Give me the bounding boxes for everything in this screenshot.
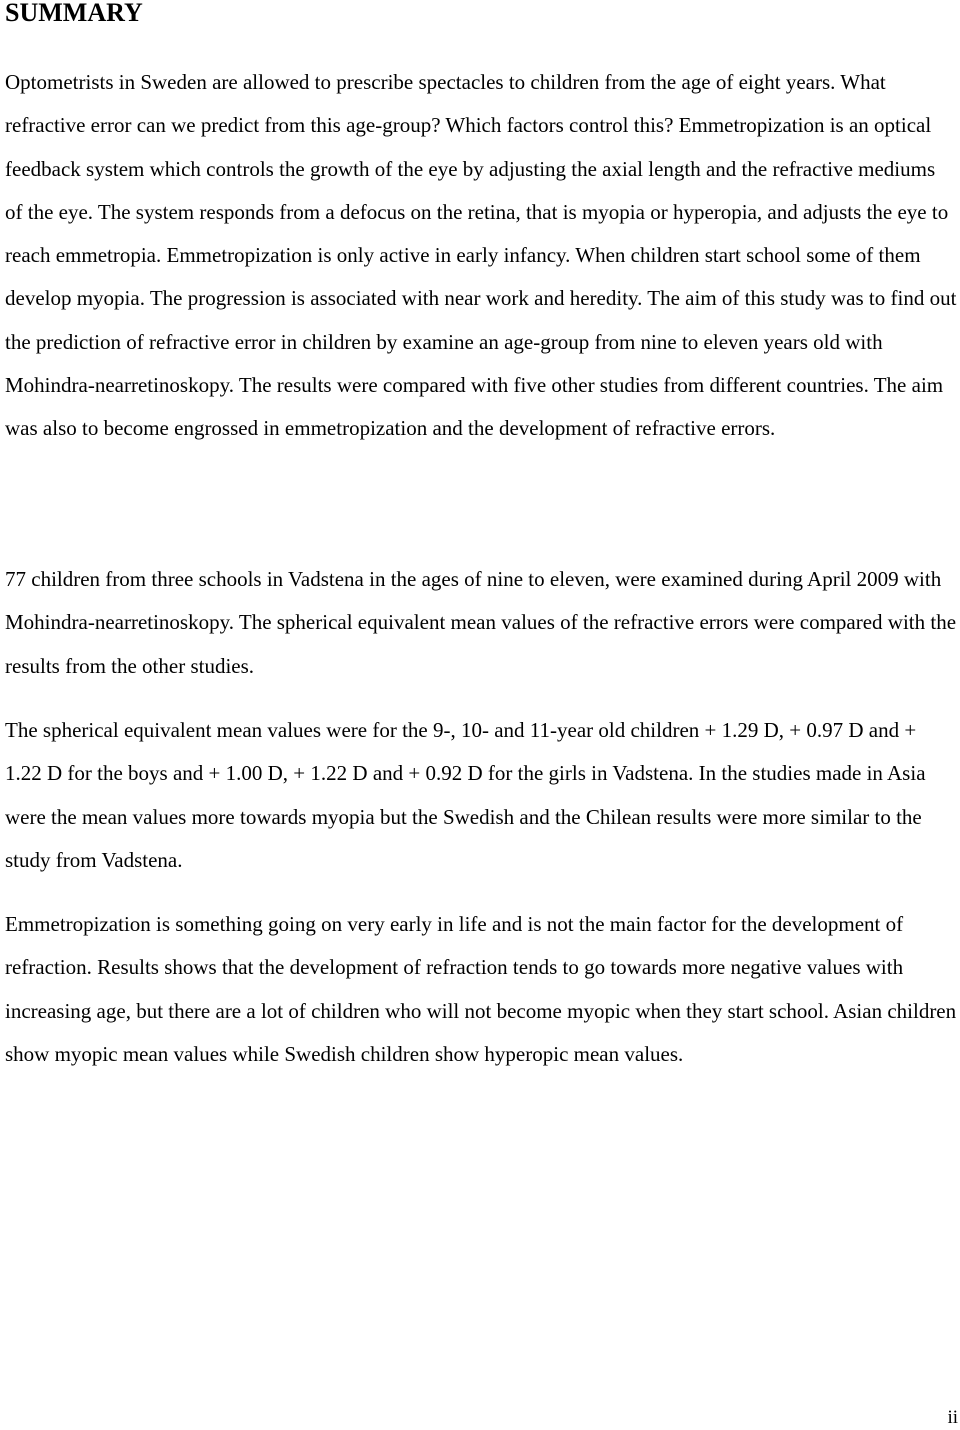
summary-paragraph-2: 77 children from three schools in Vadstena in the ages of nine to eleven, were examined during April 2009 with Mohindra-nearretinoskopy. The spherical equivalent mean values of the refractive errors were compared with the results from the other studies. [5, 567, 957, 678]
summary-paragraph-3: The spherical equivalent mean values were for the 9-, 10- and 11-year old children + 1.29 D, + 0.97 D and + 1.22 D for the boys and + 1.00 D, + 1.22 D and + 0.92 D for the girls in Vadstena. In the studies made in Asia were the mean values more towards myopia but the Swedish and the Chilean results were more similar to the study from Vadstena. [5, 718, 926, 872]
summary-paragraph-4: Emmetropization is something going on very early in life and is not the main factor for the development of refraction. Results shows that the development of refraction tends to go towards more negative values with increasing age, but there are a lot of children who will not become myopic when they start school. Asian children show myopic mean values while Swedish children show hyperopic mean values. [5, 912, 957, 1066]
section-heading: SUMMARY [5, 0, 143, 27]
page-number: ii [947, 1407, 958, 1428]
summary-paragraph-1: Optometrists in Sweden are allowed to prescribe spectacles to children from the age of eight years. What refractive error can we predict from this age-group? Which factors control this? Emmetropization is an optical feedback system which controls the growth of the eye by adjusting the axial length and the refractive mediums of the eye. The system responds from a defocus on the retina, that is myopia or hyperopia, and adjusts the eye to reach emmetropia. Emmetropization is only active in early infancy. When children start school some of them develop myopia. The progression is associated with near work and heredity. The aim of this study was to find out the prediction of refractive error in children by examine an age-group from nine to eleven years old with Mohindra-nearretinoskopy. The results were compared with five other studies from different countries. The aim was also to become engrossed in emmetropization and the development of refractive errors. [5, 70, 957, 441]
